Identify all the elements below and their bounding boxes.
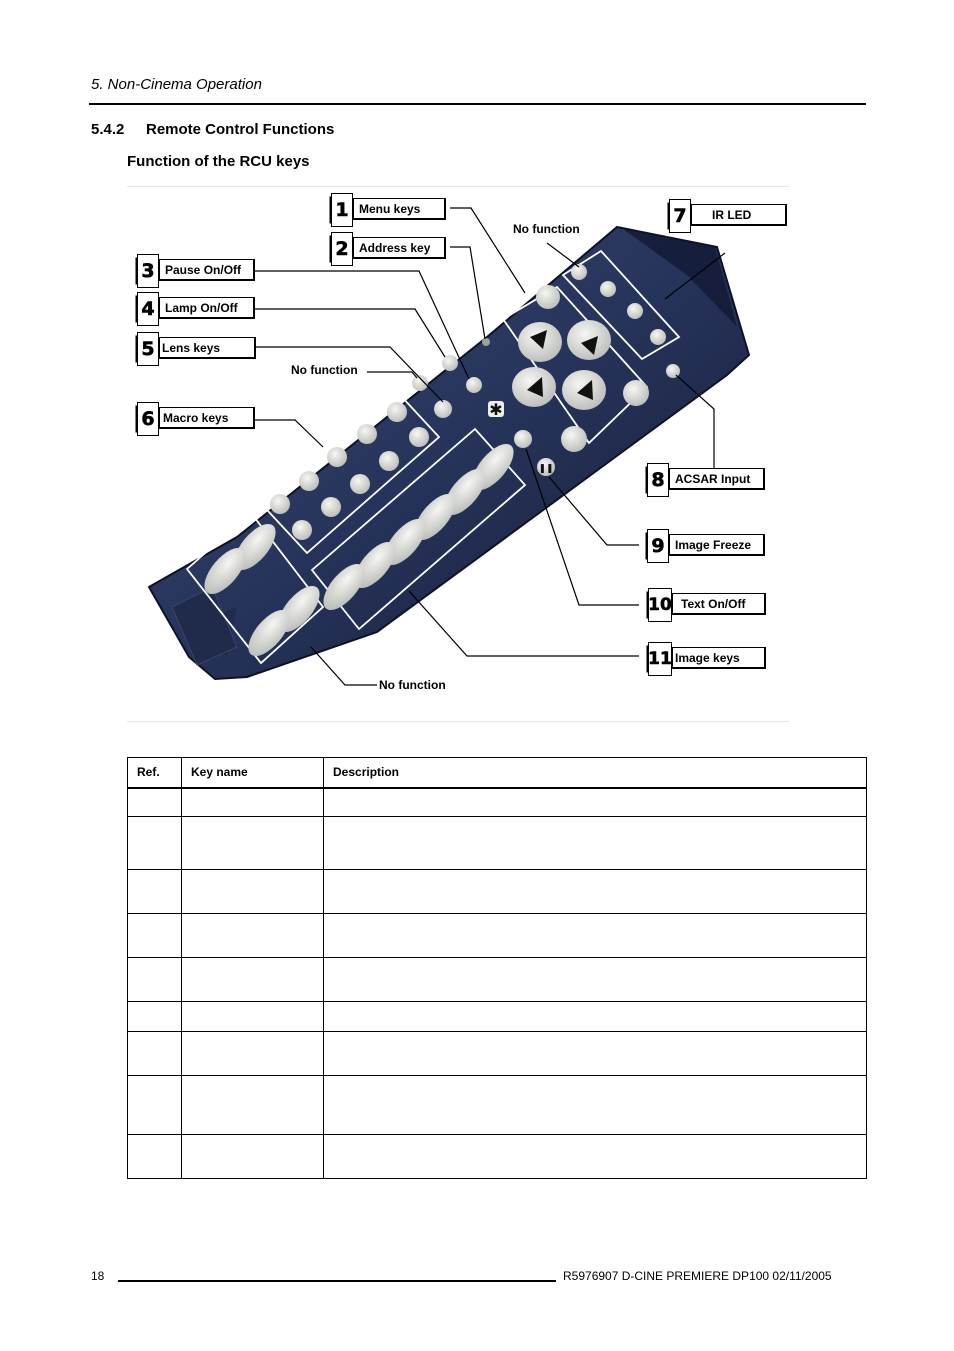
callout-5-label: Lens keys xyxy=(159,337,256,359)
callout-2-number: 2 xyxy=(331,232,353,266)
callout-2 xyxy=(323,236,451,262)
f4-key[interactable] xyxy=(650,329,666,345)
callout-7 xyxy=(660,203,788,229)
cell-description xyxy=(324,1032,867,1076)
callout-3-number: 3 xyxy=(137,254,159,288)
cell-ref xyxy=(128,1002,182,1032)
section-heading xyxy=(91,121,334,138)
cell-description xyxy=(324,788,867,817)
pause-icon: ❚❚ xyxy=(538,464,554,474)
cell-description xyxy=(324,958,867,1002)
callout-4 xyxy=(128,296,256,322)
cell-ref xyxy=(128,1032,182,1076)
cell-key-name xyxy=(182,788,324,817)
macro-key-0[interactable] xyxy=(409,427,429,447)
leader-no-function-audio xyxy=(311,647,377,685)
f3-key[interactable] xyxy=(627,303,643,319)
macro-key-1[interactable] xyxy=(270,494,290,514)
section-title-text: Remote Control Functions xyxy=(146,121,335,138)
text-key[interactable] xyxy=(514,430,532,448)
table-row xyxy=(128,788,867,817)
table-row xyxy=(128,1076,867,1135)
cell-ref xyxy=(128,914,182,958)
sel-key[interactable] xyxy=(536,285,560,309)
callout-1-label: Menu keys xyxy=(353,198,446,220)
chapter-title: 5. Non-Cinema Operation xyxy=(91,76,262,93)
document-reference: R5976907 D-CINE PREMIERE DP100 02/11/2005 xyxy=(563,1269,832,1283)
callout-7-label: IR LED xyxy=(691,204,787,226)
leader-address-key xyxy=(450,247,485,339)
macro-key-7[interactable] xyxy=(357,424,377,444)
macro-key-9[interactable] xyxy=(387,402,407,422)
col-description: Description xyxy=(324,758,867,788)
callout-10 xyxy=(639,592,767,618)
callout-3-label: Pause On/Off xyxy=(159,259,255,281)
col-ref: Ref. xyxy=(128,758,182,788)
star-icon: ✱ xyxy=(489,400,503,419)
callout-4-label: Lamp On/Off xyxy=(159,297,255,319)
leader-image-keys xyxy=(409,591,639,656)
callout-8-number: 8 xyxy=(647,463,669,497)
cell-ref xyxy=(128,958,182,1002)
macro-key-5[interactable] xyxy=(327,447,347,467)
cell-key-name xyxy=(182,1076,324,1135)
ir-sensor-dot xyxy=(482,338,490,346)
enter-key[interactable] xyxy=(561,426,587,452)
cell-description xyxy=(324,1135,867,1179)
no-function-label-audio: No function xyxy=(379,678,446,692)
callout-9-label: Image Freeze xyxy=(669,534,765,556)
macro-key-6[interactable] xyxy=(350,474,370,494)
callout-5-number: 5 xyxy=(137,332,159,366)
cell-key-name xyxy=(182,870,324,914)
standby-key[interactable] xyxy=(442,355,458,371)
leader-no-function-top xyxy=(547,243,579,267)
cell-description xyxy=(324,817,867,870)
cell-key-name xyxy=(182,1135,324,1179)
leader-menu-keys xyxy=(450,208,525,293)
cell-ref xyxy=(128,788,182,817)
cell-key-name xyxy=(182,817,324,870)
callout-8-label: ACSAR Input xyxy=(669,468,765,490)
macro-key-3[interactable] xyxy=(299,471,319,491)
callout-6 xyxy=(128,406,256,432)
callout-8 xyxy=(638,467,766,493)
table-header-row xyxy=(128,758,867,788)
cell-description xyxy=(324,914,867,958)
exit-key[interactable] xyxy=(623,380,649,406)
callout-6-number: 6 xyxy=(137,402,159,436)
table-row xyxy=(128,1002,867,1032)
callout-4-number: 4 xyxy=(137,292,159,326)
table-row xyxy=(128,958,867,1002)
macro-key-2[interactable] xyxy=(292,520,312,540)
cell-ref xyxy=(128,817,182,870)
leader-macro-keys xyxy=(255,420,323,447)
callout-9-number: 9 xyxy=(647,529,669,563)
cell-ref xyxy=(128,1135,182,1179)
cell-key-name xyxy=(182,914,324,958)
header-rule xyxy=(89,103,866,105)
cell-description xyxy=(324,1076,867,1135)
macro-key-4[interactable] xyxy=(321,497,341,517)
cell-key-name xyxy=(182,1002,324,1032)
macro-key-8[interactable] xyxy=(379,451,399,471)
leader-pause xyxy=(255,271,469,379)
table-row xyxy=(128,870,867,914)
cell-key-name xyxy=(182,958,324,1002)
adr-key[interactable] xyxy=(466,377,482,393)
table-row xyxy=(128,1032,867,1076)
rcu-key-table xyxy=(127,757,867,1179)
callout-5 xyxy=(128,336,258,362)
callout-3 xyxy=(128,258,256,284)
section-number: 5.4.2 xyxy=(91,121,125,138)
subsection-title: Function of the RCU keys xyxy=(127,153,310,170)
col-key-name: Key name xyxy=(182,758,324,788)
remote-control-figure xyxy=(127,186,789,722)
no-function-label-lens: No function xyxy=(291,363,358,377)
callout-11-number: 11 xyxy=(648,642,672,676)
callout-11 xyxy=(639,646,767,672)
cell-description xyxy=(324,870,867,914)
callout-6-label: Macro keys xyxy=(159,407,255,429)
callout-1 xyxy=(323,197,451,223)
callout-7-number: 7 xyxy=(669,199,691,233)
callout-10-number: 10 xyxy=(648,588,672,622)
cell-key-name xyxy=(182,1032,324,1076)
leader-lamp xyxy=(255,309,445,357)
page-number: 18 xyxy=(91,1269,105,1283)
callout-11-label: Image keys xyxy=(672,647,766,669)
table-row xyxy=(128,817,867,870)
callout-9 xyxy=(638,533,766,559)
no-function-label-top: No function xyxy=(513,222,580,236)
callout-1-number: 1 xyxy=(331,193,353,227)
lens-key-2[interactable] xyxy=(434,400,452,418)
cell-ref xyxy=(128,870,182,914)
table-row xyxy=(128,914,867,958)
table-row xyxy=(128,1135,867,1179)
callout-10-label: Text On/Off xyxy=(672,593,766,615)
footer-rule xyxy=(118,1280,556,1282)
f2-key[interactable] xyxy=(600,281,616,297)
cell-description xyxy=(324,1002,867,1032)
leader-no-function-lens xyxy=(367,372,417,378)
callout-2-label: Address key xyxy=(353,237,446,259)
cell-ref xyxy=(128,1076,182,1135)
